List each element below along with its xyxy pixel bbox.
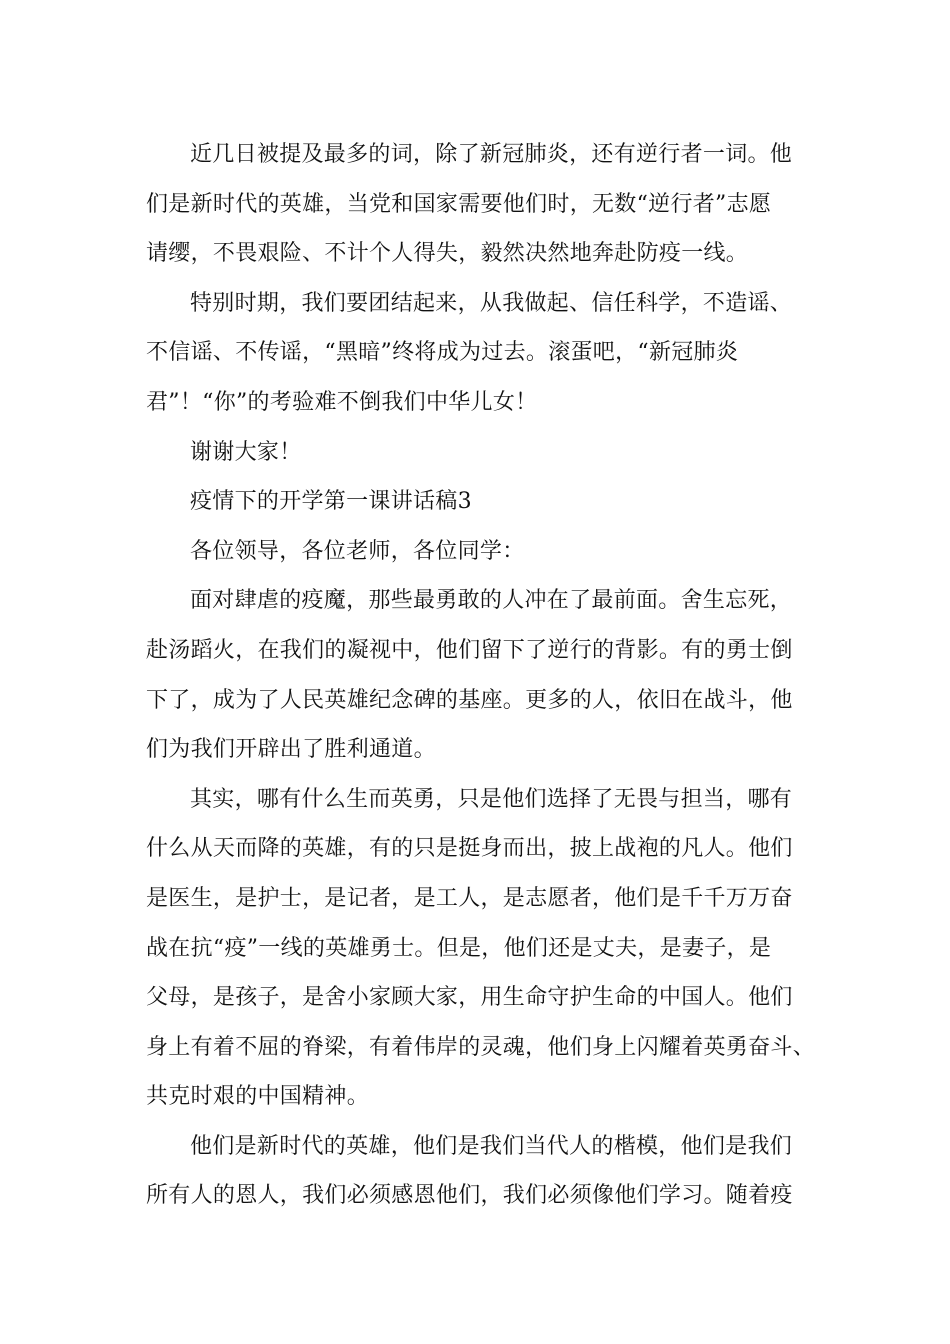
paragraph-ordinary-heroes	[146, 775, 826, 1122]
text-line: 请缨，不畏艰险、不计个人得失，毅然决然地奔赴防疫一线。	[146, 241, 749, 267]
paragraph-role-models	[146, 1122, 826, 1221]
text-line: 各位领导，各位老师，各位同学：	[190, 538, 525, 564]
paragraph-thanks	[146, 428, 826, 478]
document-body	[146, 130, 826, 1221]
salutation	[146, 527, 826, 577]
text-line: 父母，是孩子，是舍小家顾大家，用生命守护生命的中国人。他们	[146, 985, 793, 1011]
text-line: 是医生，是护士，是记者，是工人，是志愿者，他们是千千万万奋	[146, 885, 793, 911]
text-line: 们为我们开辟出了胜利通道。	[146, 737, 436, 763]
paragraph-unite	[146, 279, 826, 428]
text-line: 疫情下的开学第一课讲话稿3	[190, 489, 472, 515]
text-line: 什么从天而降的英雄，有的只是挺身而出，披上战袍的凡人。他们	[146, 836, 793, 862]
text-line: 面对肆虐的疫魔，那些最勇敢的人冲在了最前面。舍生忘死，	[190, 588, 793, 614]
text-line: 近几日被提及最多的词，除了新冠肺炎，还有逆行者一词。他	[190, 142, 793, 167]
text-line: 谢谢大家！	[190, 439, 302, 465]
text-line: 不信谣、不传谣，“黑暗”终将成为过去。滚蛋吧，“新冠肺炎	[146, 340, 739, 366]
text-line: 下了，成为了人民英雄纪念碑的基座。更多的人，依旧在战斗，他	[146, 687, 793, 713]
text-line: 君”！“你”的考验难不倒我们中华儿女！	[146, 389, 538, 415]
text-line: 共克时艰的中国精神。	[146, 1084, 370, 1110]
paragraph-retrograde-heroes	[146, 130, 826, 279]
text-line: 特别时期，我们要团结起来，从我做起、信任科学，不造谣、	[190, 290, 793, 316]
text-line: 他们是新时代的英雄，他们是我们当代人的楷模，他们是我们	[190, 1133, 793, 1159]
text-line: 战在抗“疫”一线的英雄勇士。但是，他们还是丈夫，是妻子，是	[146, 935, 772, 961]
text-line: 其实，哪有什么生而英勇，只是他们选择了无畏与担当，哪有	[190, 786, 793, 812]
paragraph-bravest	[146, 576, 826, 774]
text-line: 们是新时代的英雄，当党和国家需要他们时，无数“逆行者”志愿	[146, 191, 772, 217]
text-line: 所有人的恩人，我们必须感恩他们，我们必须像他们学习。随着疫	[146, 1183, 793, 1209]
section-title	[146, 477, 826, 527]
text-line: 身上有着不屈的脊梁，有着伟岸的灵魂，他们身上闪耀着英勇奋斗、	[146, 1034, 816, 1060]
text-line: 赴汤蹈火，在我们的凝视中，他们留下了逆行的背影。有的勇士倒	[146, 637, 793, 663]
